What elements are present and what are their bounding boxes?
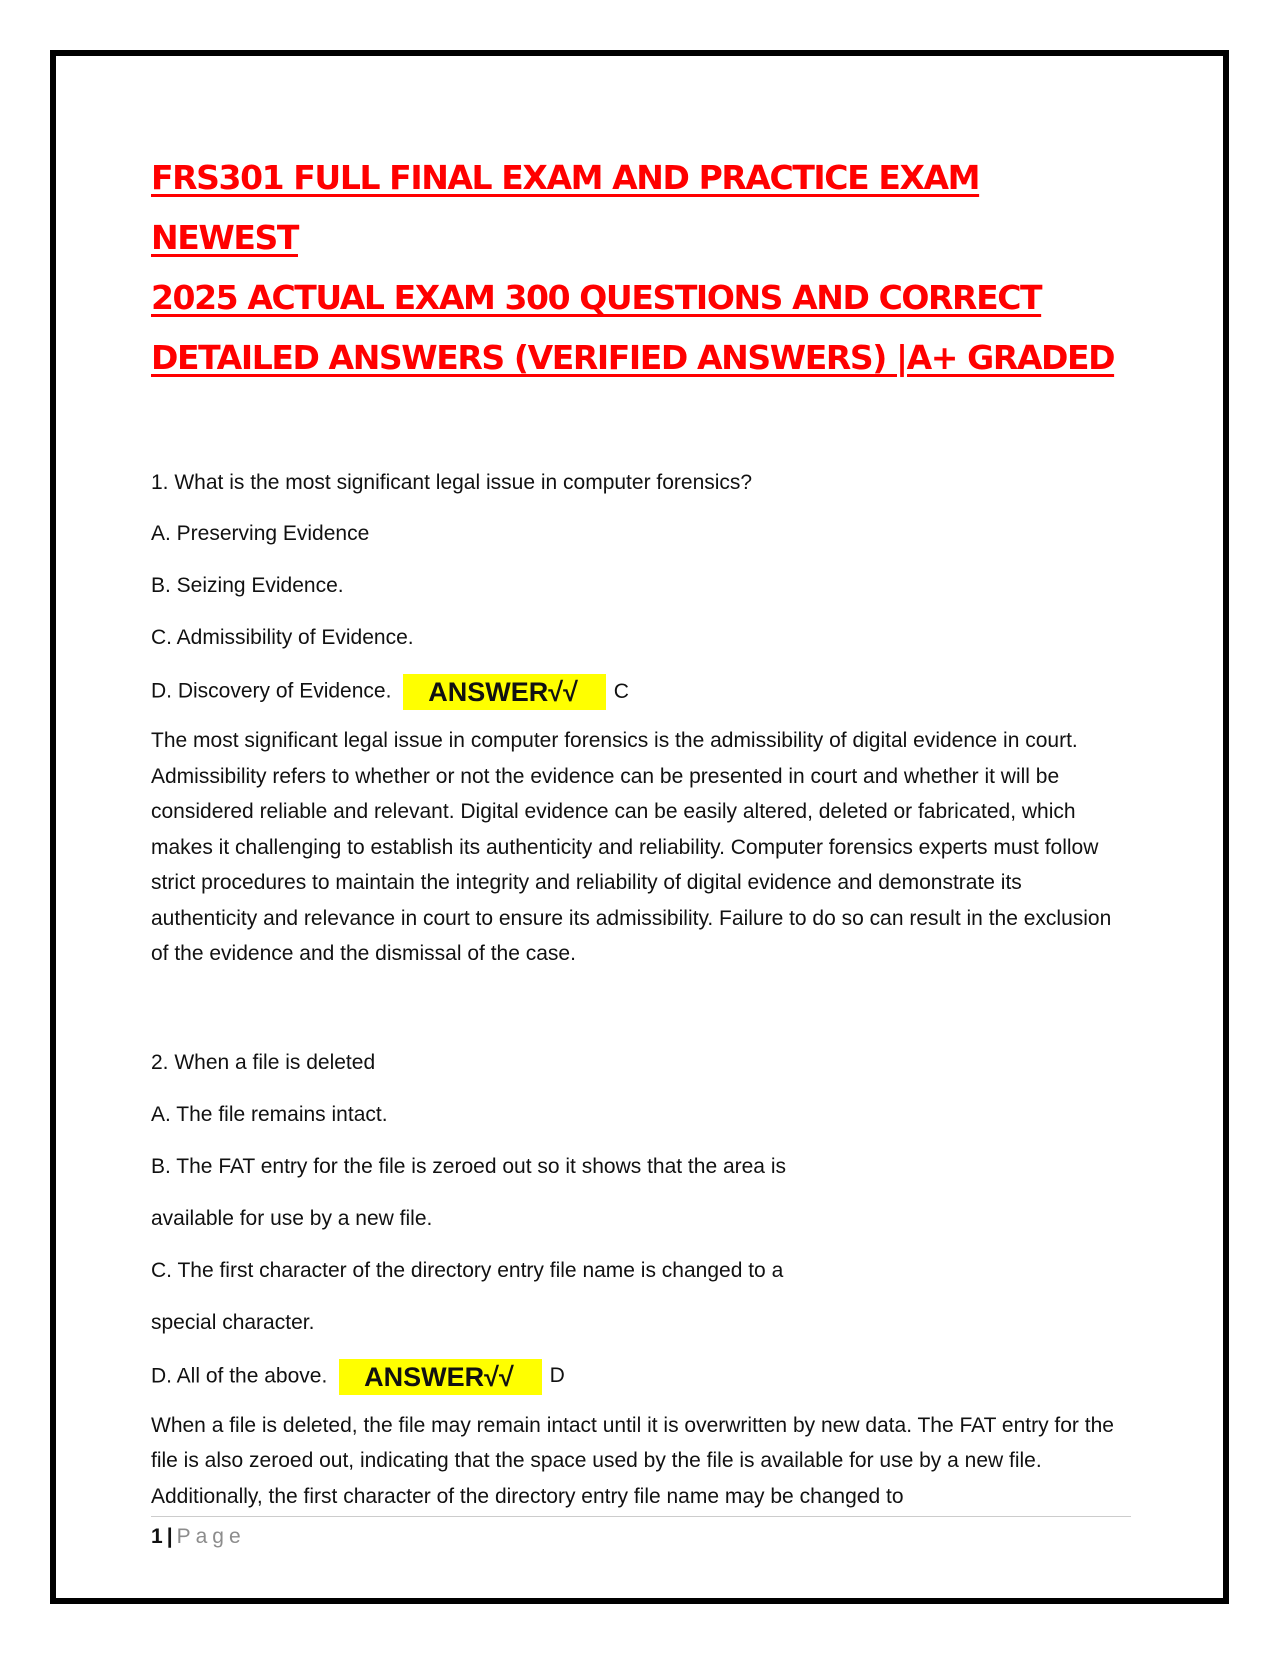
footer-separator: |	[166, 1525, 173, 1548]
page-footer	[151, 1522, 246, 1552]
question-2-option-c: C. The first character of the directory entry file name is changed to a	[151, 1258, 784, 1282]
question-2-option-b: B. The FAT entry for the file is zeroed out so it shows that the area is	[151, 1154, 786, 1178]
title-line-1: FRS301 FULL FINAL EXAM AND PRACTICE EXAM NEWEST	[151, 158, 980, 257]
document-title	[151, 148, 1131, 388]
question-block-1	[151, 468, 1131, 972]
question-1-option-d-row	[151, 674, 1131, 710]
question-1-explanation: The most significant legal issue in computer forensics is the admissibility of digital evidence in court. Admissibility refers to whether or not the evidence can be presented in court and whether it will be considered reliable and relevant. Digital evidence can be easily altered, deleted or fabricated, which makes it challenging to establish its authenticity and reliability. Computer forensics experts must follow strict procedures to maintain the integrity and reliability of digital evidence and demonstrate its authenticity and relevance in court to ensure its admissibility. Failure to do so can result in the exclusion of the evidence and the dismissal of the case.	[151, 729, 1112, 965]
answer-badge: ANSWER√√	[339, 1359, 542, 1395]
question-2-option-c-cont: special character.	[151, 1310, 315, 1334]
question-1-text: 1. What is the most significant legal issue in computer forensics?	[151, 471, 753, 494]
question-1-option-d: D. Discovery of Evidence.	[151, 679, 392, 703]
page-label: Page	[176, 1525, 246, 1548]
answer-badge: ANSWER√√	[403, 674, 606, 710]
question-2-option-d-row	[151, 1359, 1131, 1395]
question-2-option-b-cont: available for use by a new file.	[151, 1206, 433, 1230]
title-line-3: DETAILED ANSWERS (VERIFIED ANSWERS) |A+ GRADED	[151, 338, 1115, 377]
question-2-answer: D	[549, 1364, 565, 1388]
question-2-text: 2. When a file is deleted	[151, 1050, 376, 1074]
question-2-option-d: D. All of the above.	[151, 1364, 328, 1388]
page-number: 1	[151, 1525, 163, 1548]
question-1-option-a: A. Preserving Evidence	[151, 522, 370, 545]
question-1-option-c: C. Admissibility of Evidence.	[151, 626, 414, 649]
title-line-2: 2025 ACTUAL EXAM 300 QUESTIONS AND CORRECT	[151, 278, 1042, 317]
question-2-option-a: A. The file remains intact.	[151, 1102, 388, 1126]
question-1-answer: C	[613, 679, 629, 703]
question-1-option-b: B. Seizing Evidence.	[151, 574, 344, 597]
question-2-explanation: When a file is deleted, the file may remain intact until it is overwritten by new data. The FAT entry for the file is also zeroed out, indicating that the space used by the file is available for use by a new file. Additionally, the first character of the directory entry file name may be changed to	[151, 1413, 1114, 1508]
footer-divider	[151, 1516, 1131, 1517]
document-body	[151, 148, 1131, 1514]
question-block-2	[151, 1048, 1131, 1515]
